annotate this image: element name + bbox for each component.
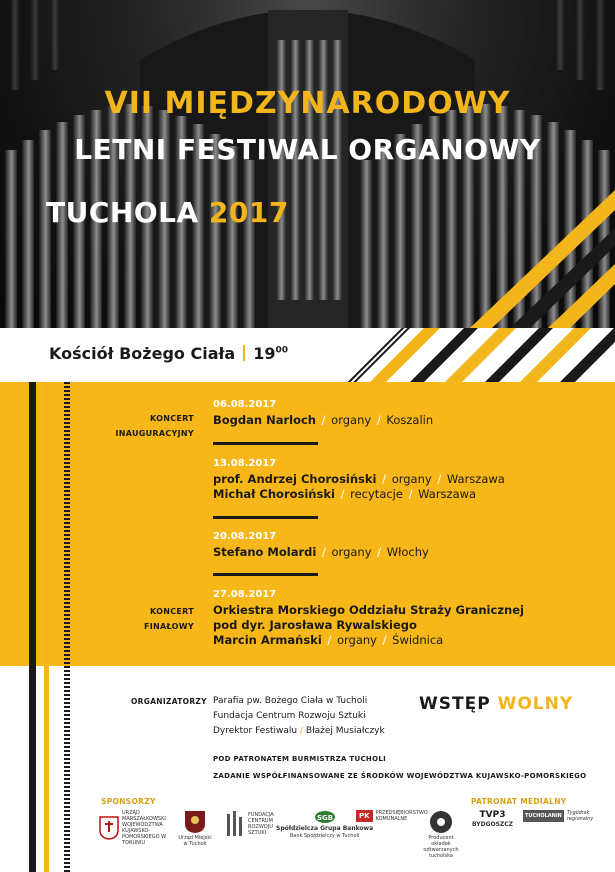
concert-4-line-2 xyxy=(213,618,417,632)
left-black-bar xyxy=(29,382,36,872)
performer-name: Michał Chorosiński xyxy=(213,487,335,501)
organizer-1: Parafia pw. Bożego Ciała w Tucholi xyxy=(213,696,368,706)
concert-2-date: 13.08.2017 xyxy=(213,458,277,469)
disc-text: Producent okładek odtwarzanych tucholska xyxy=(423,835,459,859)
media-patronage-heading: PATRONAT MEDIALNY xyxy=(471,797,567,806)
bank-emblem-icon xyxy=(314,810,336,824)
svg-text:SGB: SGB xyxy=(316,814,333,822)
organizers-heading: ORGANIZATORZY xyxy=(131,697,207,706)
performer-role: organy xyxy=(331,413,372,427)
disc-icon xyxy=(429,810,453,834)
concert-4-line-3: Marcin Armański / organy / Świdnica xyxy=(213,633,444,647)
town-office-text: Urząd Miejski w Tucholi xyxy=(178,835,212,847)
venue-time-minutes: 00 xyxy=(275,345,289,356)
bank-subtitle: Bank Spółdzielczy w Tucholi xyxy=(289,833,360,839)
tucholanin-tagline: Tygodnik regionalny xyxy=(566,810,594,822)
label-opening-concert xyxy=(115,411,194,441)
performer-name: Marcin Armański xyxy=(213,633,322,647)
concert-2-line-2: Michał Chorosiński / recytacje / Warszawa xyxy=(213,487,477,501)
sponsors-heading: SPONSORZY xyxy=(101,797,156,806)
entry-word1: WSTĘP xyxy=(419,694,491,714)
concert-2-line-1: prof. Andrzej Chorosiński / organy / Warszawa xyxy=(213,472,505,486)
entry-word2: WOLNY xyxy=(497,694,574,714)
label-final-line2: FINAŁOWY xyxy=(144,622,194,631)
label-opening-line1: KONCERT xyxy=(149,414,194,423)
bank-name: Spółdzielcza Grupa Bankowa xyxy=(276,825,374,832)
free-entry xyxy=(419,694,573,714)
performer-role: organy xyxy=(391,472,432,486)
performer-city: Włochy xyxy=(386,545,429,559)
venue-time-hour: 19 xyxy=(253,344,276,363)
director-name: Błażej Musiałczyk xyxy=(305,726,385,736)
left-yellow-bar xyxy=(44,382,49,872)
performer-role: recytacje xyxy=(350,487,403,501)
organ-photo xyxy=(0,0,615,328)
festival-director: Dyrektor Festiwalu / Błażej Musiałczyk xyxy=(213,726,385,736)
concert-3-date: 20.08.2017 xyxy=(213,531,277,542)
town-crest-icon xyxy=(184,810,206,834)
patronage-line: POD PATRONATEM BURMISTRZA TUCHOLI xyxy=(213,755,386,763)
fundacja-columns-icon xyxy=(225,810,245,838)
performer-name: prof. Andrzej Chorosiński xyxy=(213,472,377,486)
divider xyxy=(213,516,318,519)
pk-text: PRZEDSIĘBIORSTWO KOMUNALNE xyxy=(375,810,428,822)
festival-title-line1: VII MIĘDZYNARODOWY xyxy=(104,86,511,121)
fundacja-text: FUNDACJA CENTRUM ROZWOJU SZTUKI xyxy=(248,812,274,836)
disc-producer-logo xyxy=(419,810,463,859)
concert-4-date: 27.08.2017 xyxy=(213,589,277,600)
divider xyxy=(213,442,318,445)
festival-title-line2: LETNI FESTIWAL ORGANOWY xyxy=(74,133,541,166)
label-final-concert xyxy=(144,604,194,634)
divider xyxy=(213,573,318,576)
performer-city: Koszalin xyxy=(386,413,434,427)
year: 2017 xyxy=(208,196,289,229)
left-dotted-bar xyxy=(64,382,70,872)
performer-city: Świdnica xyxy=(392,633,444,647)
concert-4-line-1 xyxy=(213,603,524,617)
label-final-line1: KONCERT xyxy=(149,607,194,616)
venue-info xyxy=(49,344,288,363)
tvp3-logo xyxy=(472,810,513,828)
venue-place: Kościół Bożego Ciała xyxy=(49,344,236,363)
performer-city: Warszawa xyxy=(446,472,505,486)
concert-1-line-1: Bogdan Narloch / organy / Koszalin xyxy=(213,413,434,427)
marshal-office-logo xyxy=(99,810,184,846)
organizer-2: Fundacja Centrum Rozwoju Sztuki xyxy=(213,711,366,721)
tvp-city: BYDGOSZCZ xyxy=(472,821,514,828)
cofinancing-line: ZADANIE WSPÓŁFINANSOWANE ZE ŚRODKÓW WOJEWÓDZTWA KUJAWSKO-POMORSKIEGO xyxy=(213,772,587,780)
performer-name: pod dyr. Jarosława Rywalskiego xyxy=(213,618,417,632)
performer-role: organy xyxy=(331,545,372,559)
marshal-office-text: URZĄD MARSZAŁKOWSKI WOJEWÓDZTWA KUJAWSKO-POMORSKIEGO W TORUNIU xyxy=(122,810,167,846)
city: TUCHOLA xyxy=(46,196,199,229)
festival-city-year xyxy=(46,196,289,229)
performer-city: Warszawa xyxy=(418,487,477,501)
tvp-text: TVP3 xyxy=(479,810,506,820)
fundacja-logo xyxy=(225,810,274,838)
concert-1-date: 06.08.2017 xyxy=(213,399,277,410)
performer-role: organy xyxy=(336,633,377,647)
performer-name: Bogdan Narloch xyxy=(213,413,316,427)
coat-of-arms-icon xyxy=(99,816,119,840)
venue-separator xyxy=(243,345,245,361)
town-office-logo xyxy=(178,810,212,847)
pk-badge: PK xyxy=(356,810,373,822)
performer-name: Orkiestra Morskiego Oddziału Straży Granicznej xyxy=(213,603,524,617)
director-label: Dyrektor Festiwalu xyxy=(213,726,298,736)
tucholanin-badge: TUCHOLANIN xyxy=(523,810,564,822)
performer-name: Stefano Molardi xyxy=(213,545,317,559)
pk-logo xyxy=(356,810,428,822)
concert-3-line-1: Stefano Molardi / organy / Włochy xyxy=(213,545,429,559)
label-opening-line2: INAUGURACYJNY xyxy=(115,429,194,438)
tucholanin-logo xyxy=(523,810,594,822)
